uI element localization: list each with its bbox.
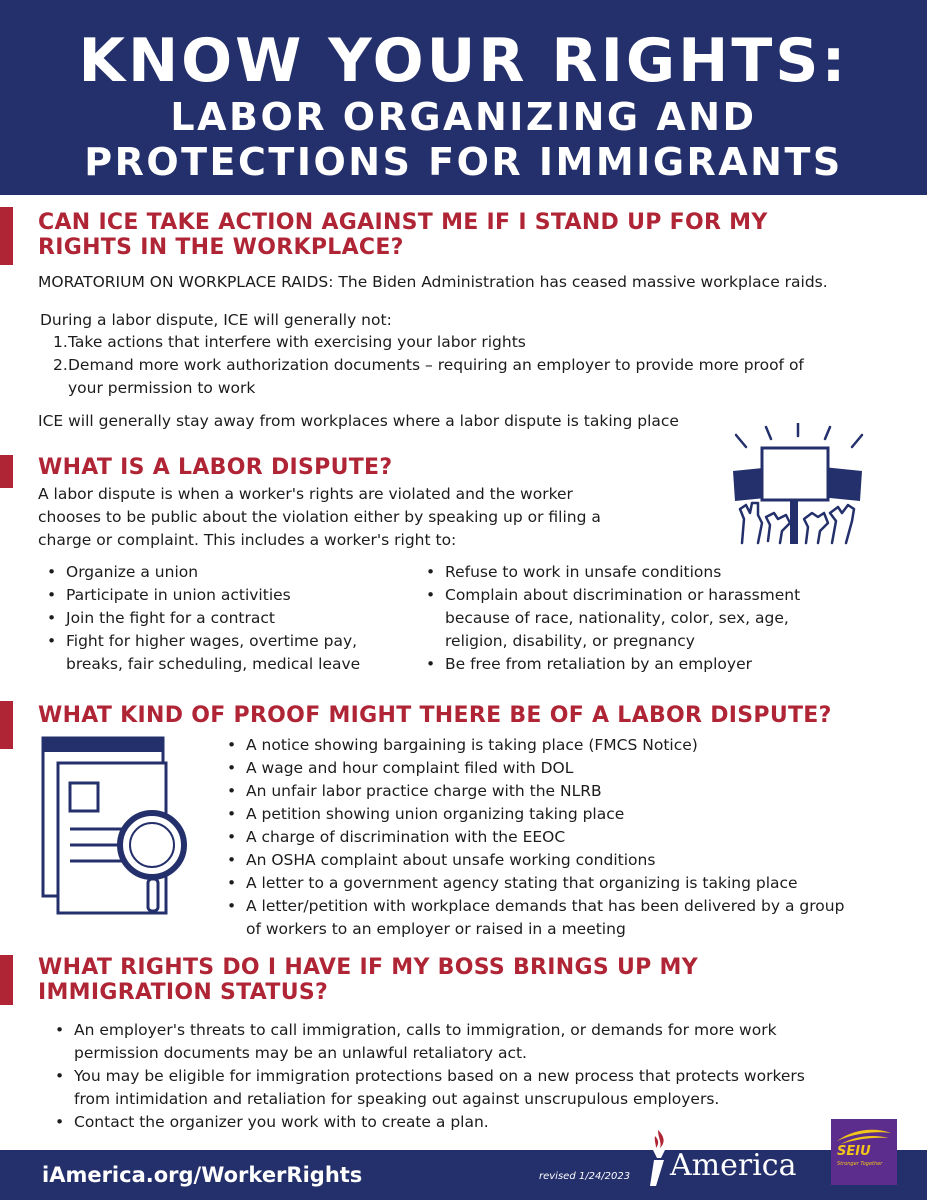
rights-list-right: [417, 561, 887, 676]
iamerica-logo: [646, 1128, 811, 1188]
section1-heading: [38, 210, 768, 260]
section1-heading-line2: RIGHTS IN THE WORKPLACE?: [38, 235, 404, 260]
section2-heading: WHAT IS A LABOR DISPUTE?: [38, 455, 393, 480]
protest-icon: [728, 423, 868, 548]
seiu-wordmark: SEIU: [837, 1144, 871, 1159]
list-item: • An employer's threats to call immigration, calls to immigration, or demands for more work permission documents may be an unlawful retaliatory act.: [46, 1019, 906, 1065]
section1-heading-line1: CAN ICE TAKE ACTION AGAINST ME IF I STAND UP FOR MY: [38, 210, 768, 235]
rights-list-left: [38, 561, 418, 676]
title-banner: [0, 0, 927, 195]
list-item: • Organize a union: [38, 561, 418, 584]
seiu-swoosh-icon: [835, 1127, 893, 1145]
list-item: • An unfair labor practice charge with the NLRB: [218, 780, 918, 803]
list-item: • Complain about discrimination or harassment because of race, nationality, color, sex, age, religion, disability, or pregnancy: [417, 584, 887, 653]
section3-heading: WHAT KIND OF PROOF MIGHT THERE BE OF A LABOR DISPUTE?: [38, 703, 832, 728]
section-accent-bar: [0, 955, 13, 1005]
section4-heading-line1: WHAT RIGHTS DO I HAVE IF MY BOSS BRINGS UP MY: [38, 955, 698, 980]
website-link[interactable]: iAmerica.org/WorkerRights: [42, 1163, 363, 1187]
list-item: • Join the fight for a contract: [38, 607, 418, 630]
seiu-tagline: Stronger Together: [837, 1161, 883, 1167]
list-item: • Refuse to work in unsafe conditions: [417, 561, 887, 584]
list-item: • A petition showing union organizing taking place: [218, 803, 918, 826]
labor-dispute-paragraph: A labor dispute is when a worker's rights are violated and the worker chooses to be public about the violation either by speaking up or filing a charge or complaint. This includes a worker's right to:: [38, 485, 601, 549]
list-item: 2. Demand more work authorization documents – requiring an employer to provide more proof of your permission to work: [53, 356, 804, 397]
list-item: • Be free from retaliation by an employer: [417, 653, 887, 676]
list-item: • A charge of discrimination with the EEOC: [218, 826, 918, 849]
ice-list: [40, 331, 900, 400]
document-magnifier-icon: [40, 735, 210, 915]
section-accent-bar: [0, 455, 13, 488]
list-item: • A notice showing bargaining is taking place (FMCS Notice): [218, 734, 918, 757]
section-accent-bar: [0, 701, 13, 749]
section4-heading: [38, 955, 698, 1005]
list-item: • A wage and hour complaint filed with DOL: [218, 757, 918, 780]
list-item: • Contact the organizer you work with to create a plan.: [46, 1111, 906, 1134]
moratorium-text: MORATORIUM ON WORKPLACE RAIDS: The Biden Administration has ceased massive workplace raids.: [38, 273, 828, 291]
list-item: • A letter/petition with workplace demands that has been delivered by a group of workers to an employer or raised in a meeting: [218, 895, 918, 941]
section4-heading-line2: IMMIGRATION STATUS?: [38, 980, 329, 1005]
revised-date: revised 1/24/2023: [539, 1171, 631, 1182]
list-item: • Fight for higher wages, overtime pay, breaks, fair scheduling, medical leave: [38, 630, 418, 676]
page-subtitle-line1: LABOR ORGANIZING AND: [170, 95, 757, 139]
proof-list: [218, 734, 918, 941]
list-item: • You may be eligible for immigration protections based on a new process that protects workers from intimidation and retaliation for speaking out against unscrupulous employers.: [46, 1065, 906, 1111]
list-item: • Participate in union activities: [38, 584, 418, 607]
seiu-logo: [831, 1119, 897, 1185]
page-title: KNOW YOUR RIGHTS:: [78, 26, 849, 96]
list-item: • A letter to a government agency stating that organizing is taking place: [218, 872, 918, 895]
ice-intro-text: During a labor dispute, ICE will generally not:: [40, 311, 392, 329]
list-item: • An OSHA complaint about unsafe working conditions: [218, 849, 918, 872]
immigration-rights-list: [46, 1019, 906, 1134]
brand-wordmark: America: [670, 1148, 797, 1183]
list-item: 1. Take actions that interfere with exercising your labor rights: [53, 333, 526, 351]
ice-closing-text: ICE will generally stay away from workplaces where a labor dispute is taking place: [38, 412, 679, 430]
section-accent-bar: [0, 207, 13, 265]
page-subtitle-line2: PROTECTIONS FOR IMMIGRANTS: [84, 140, 843, 184]
